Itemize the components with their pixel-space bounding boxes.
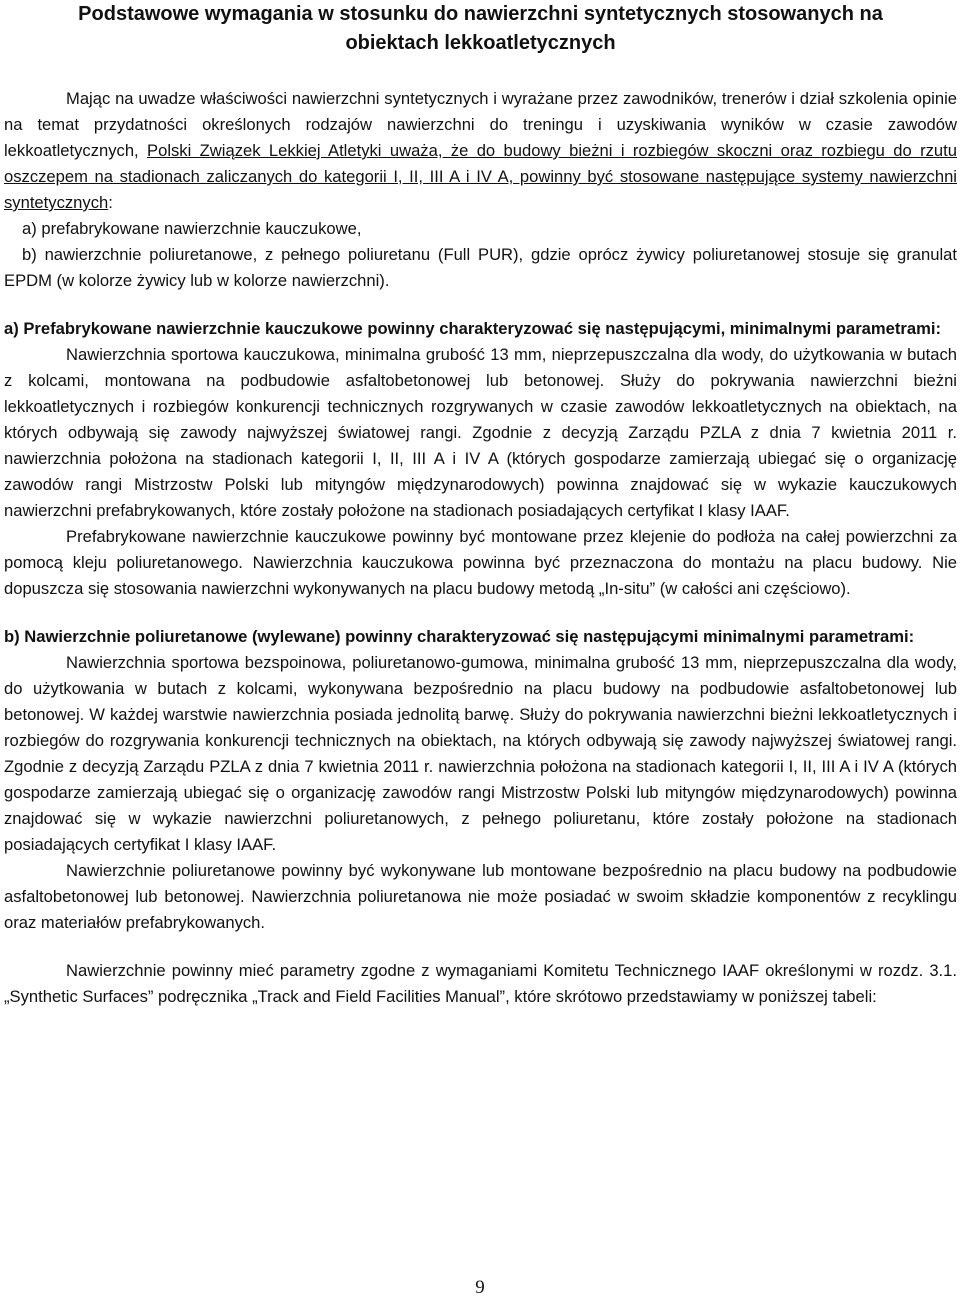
section-b-paragraph-2: Nawierzchnie poliuretanowe powinny być wykonywane lub montowane bezpośrednio na placu budowy na podbudowie asfaltobetonowej lub betonowej. Nawierzchnia poliuretanowa nie może posiadać w swoim składzie komponentów z recyklingu oraz materiałów prefabrykowanych. xyxy=(4,861,957,932)
section-b-heading: b) Nawierzchnie poliuretanowe (wylewane) powinny charakteryzować się następującymi minimalnymi parametrami: xyxy=(4,627,915,646)
section-b-paragraph-1: Nawierzchnia sportowa bezspoinowa, poliuretanowo-gumowa, minimalna grubość 13 mm, nieprzepuszczalna dla wody, do użytkowania w butach z kolcami, wykonywana bezpośrednio na placu budowy na podbudowie asfaltobetonowej lub betonowej. W każdej warstwie nawierzchnia posiada jednolitą barwę. Służy do pokrywania nawierzchni bieżni lekkoatletycznych i rozbiegów do rozgrywania konkurencji technicznych na obiektach, na których odbywają się zawody najwyższej światowej rangi. Zgodnie z decyzją Zarządu PZLA z dnia 7 kwietnia 2011 r. nawierzchnia położona na stadionach kategorii I, II, III A i IV A (których gospodarze zamierzają ubiegać się o organizację zawodów rangi Mistrzostw Polski lub mityngów międzynarodowych) powinna znajdować się w wykazie nawierzchni poliuretanowych, z pełnego poliuretanu, które zostały położone na stadionach posiadających certyfikat I klasy IAAF. xyxy=(4,653,957,854)
closing-paragraph: Nawierzchnie powinny mieć parametry zgodne z wymaganiami Komitetu Technicznego IAAF określonymi w rozdz. 3.1. „Synthetic Surfaces” podręcznika „Track and Field Facilities Manual”, które skrótowo przedstawiamy w poniższej tabeli: xyxy=(4,961,957,1006)
intro-underlined-text: Polski Związek Lekkiej Atletyki uważa, że do budowy bieżni i rozbiegów skoczni oraz rozbiegu do rzutu oszczepem na stadionach zaliczanych do kategorii I, II, III A i IV A, powinny być stosowane następujące systemy nawierzchni syntetycznych xyxy=(4,141,957,212)
page-number: 9 xyxy=(475,1277,485,1298)
intro-colon: : xyxy=(108,193,113,212)
section-a-heading: a) Prefabrykowane nawierzchnie kauczukowe powinny charakteryzować się następującymi, minimalnymi parametrami: xyxy=(4,319,941,338)
section-a-paragraph-1: Nawierzchnia sportowa kauczukowa, minimalna grubość 13 mm, nieprzepuszczalna dla wody, do użytkowania w butach z kolcami, montowana na podbudowie asfaltobetonowej lub betonowej. Służy do pokrywania nawierzchni bieżni lekkoatletycznych i rozbiegów konkurencji technicznych rozgrywanych w czasie zawodów lekkoatletycznych na obiektach, na których odbywają się zawody najwyższej światowej rangi. Zgodnie z decyzją Zarządu PZLA z dnia 7 kwietnia 2011 r. nawierzchnia położona na stadionach kategorii I, II, III A i IV A (których gospodarze zamierzają ubiegać się o organizację zawodów rangi Mistrzostw Polski lub mityngów międzynarodowych) powinna znajdować się w wykazie kauczukowych nawierzchni prefabrykowanych, które zostały położone na stadionach posiadających certyfikat I klasy IAAF. xyxy=(4,345,957,520)
list-item-a: a) prefabrykowane nawierzchnie kauczukowe, xyxy=(22,219,362,238)
list-item-b: b) nawierzchnie poliuretanowe, z pełnego poliuretanu (Full PUR), gdzie oprócz żywicy poliuretanowej stosuje się granulat EPDM (w kolorze żywicy lub w kolorze nawierzchni). xyxy=(4,245,957,290)
section-a-paragraph-2: Prefabrykowane nawierzchnie kauczukowe powinny być montowane przez klejenie do podłoża na całej powierzchni za pomocą kleju poliuretanowego. Nawierzchnia kauczukowa powinna być przeznaczona do montażu na placu budowy. Nie dopuszcza się stosowania nawierzchni wykonywanych na placu budowy metodą „In-situ” (w całości ani częściowo). xyxy=(4,527,957,598)
intro-text: Mając na uwadze właściwości nawierzchni syntetycznych i wyrażane przez zawodników, trenerów i dział szkolenia opinie na temat przydatności określonych rodzajów nawierzchni do treningu i uzyskiwania wyników w czasie zawodów lekkoatletycznych, xyxy=(4,89,957,160)
document-title xyxy=(4,0,957,58)
title-line-1: Podstawowe wymagania w stosunku do nawierzchni syntetycznych stosowanych na xyxy=(78,3,883,25)
intro-paragraph xyxy=(4,86,957,216)
document-page xyxy=(4,0,957,1010)
title-line-2: obiektach lekkoatletycznych xyxy=(345,32,616,54)
